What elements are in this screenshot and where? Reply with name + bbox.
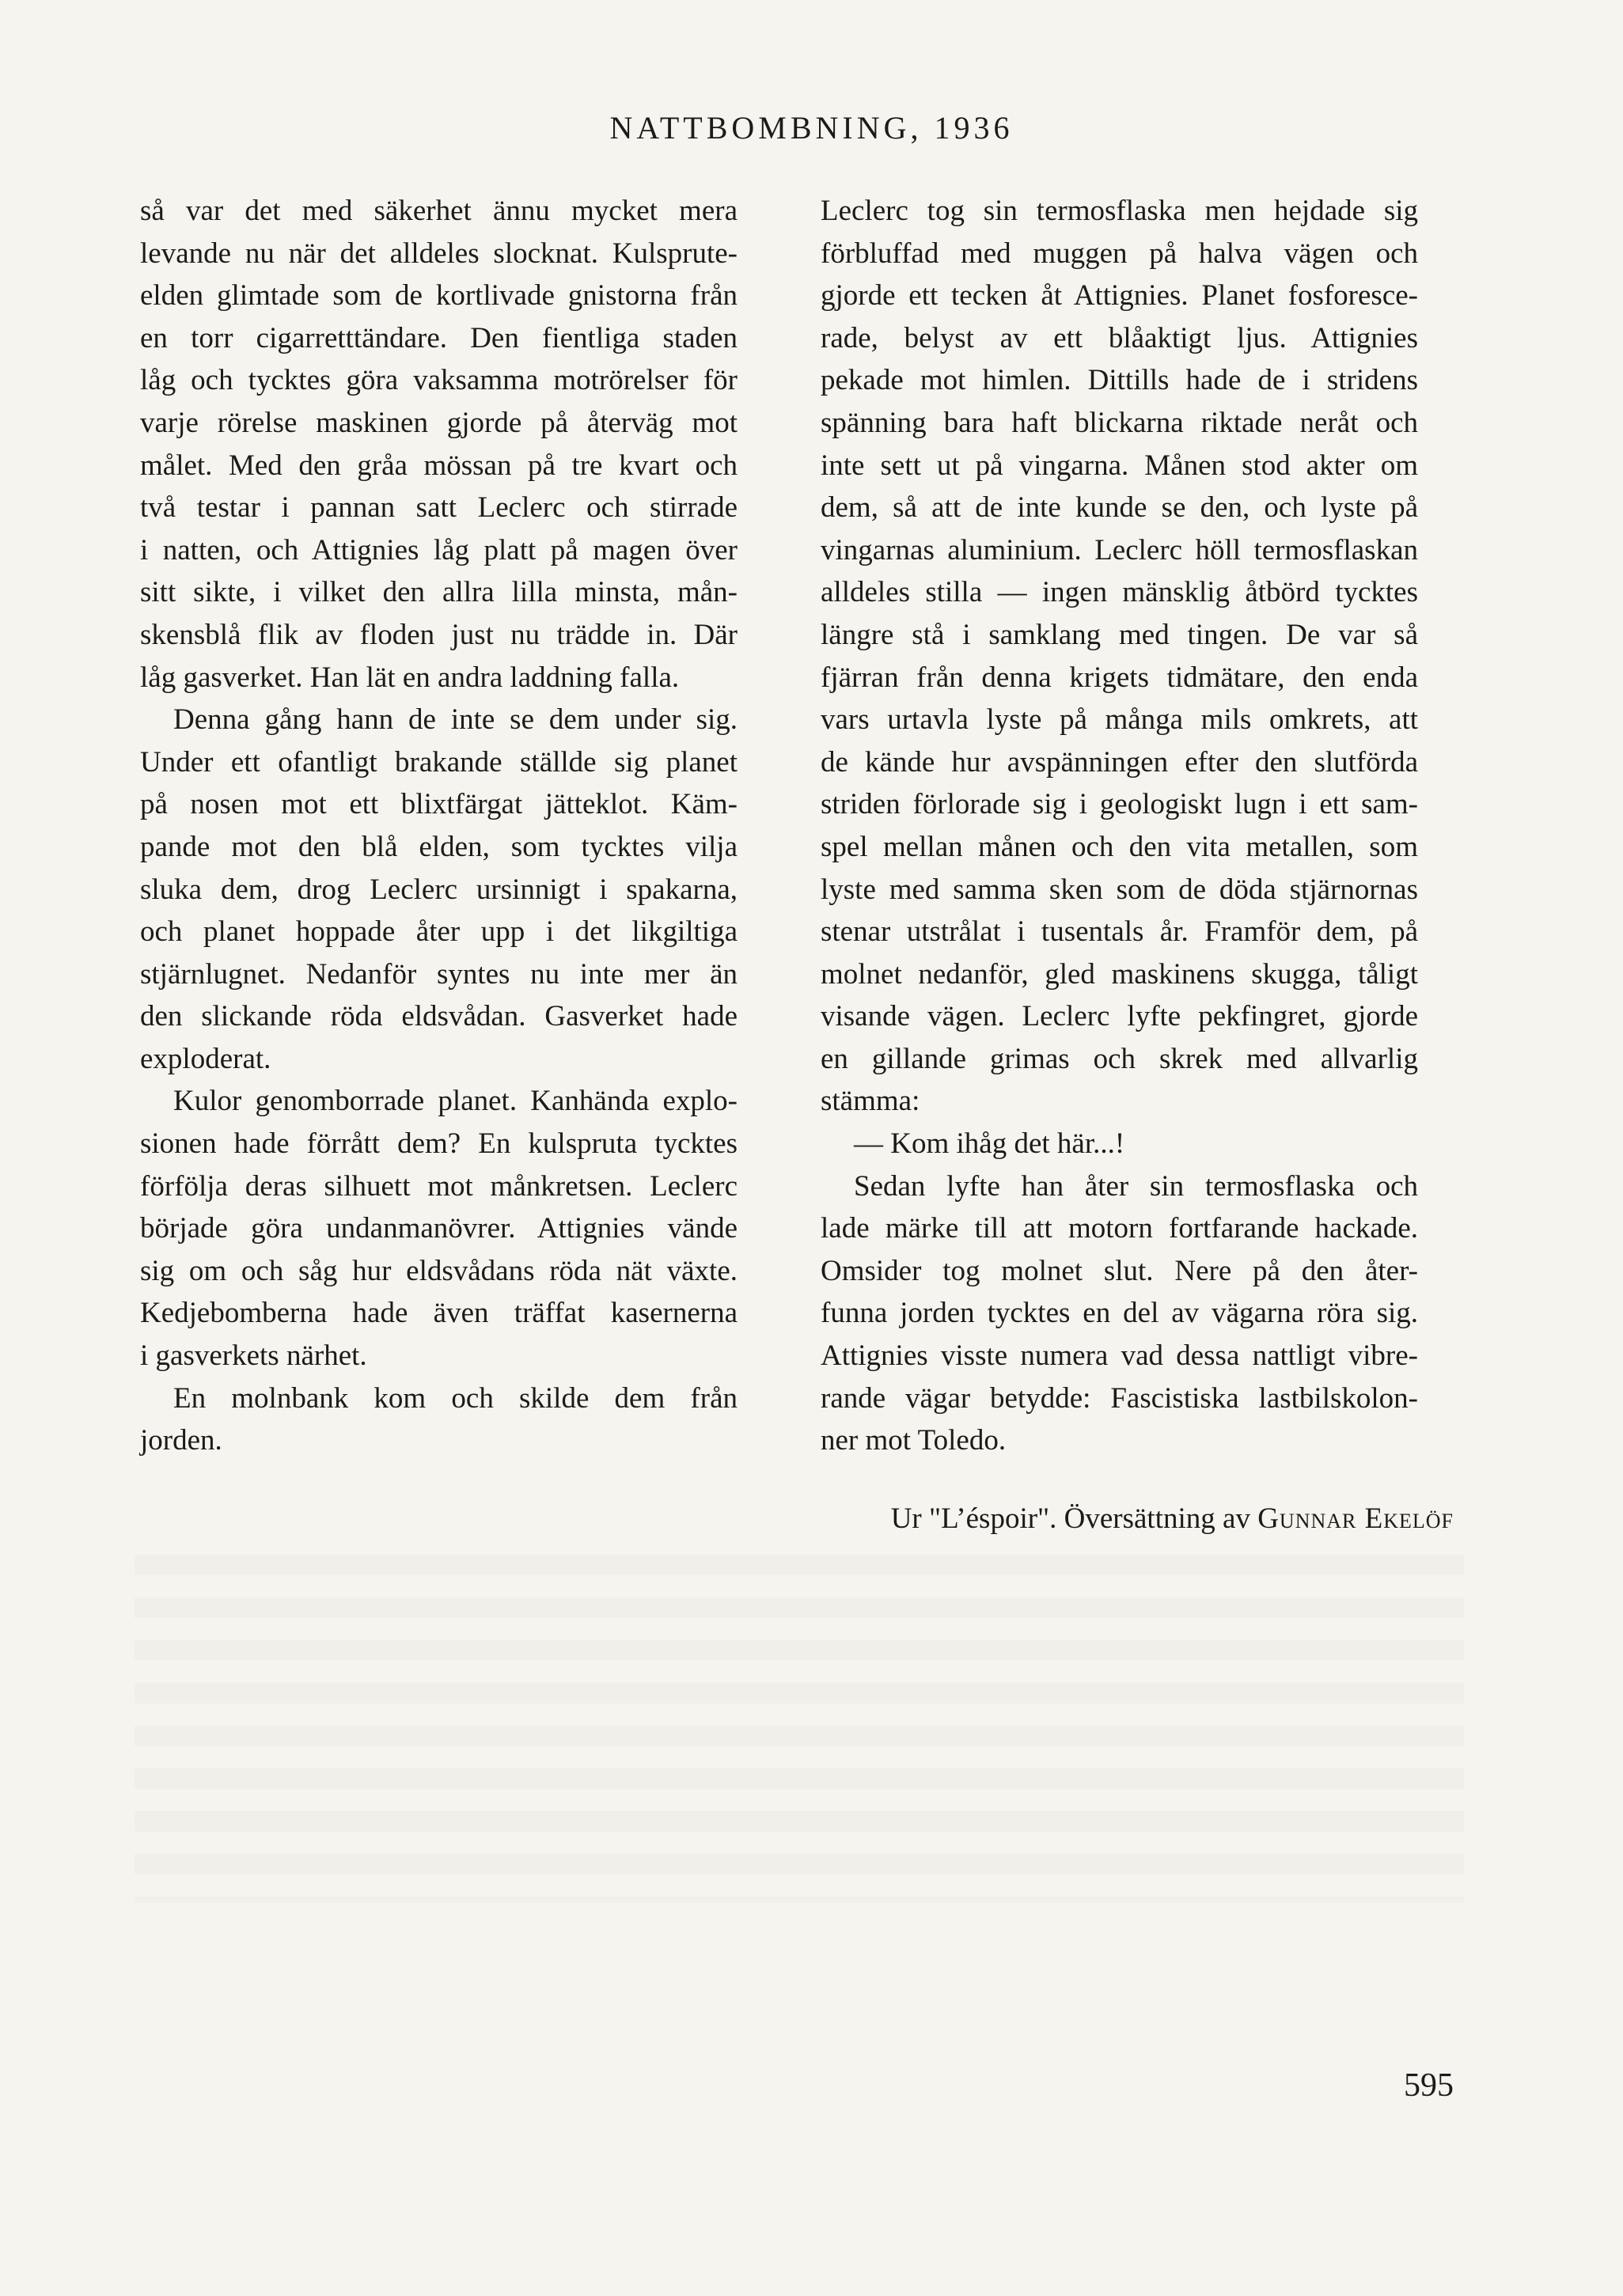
text-line: — Kom ihåg det här...!	[854, 1127, 1125, 1161]
text-line: vingarnas aluminium. Leclerc höll termosflaskan	[821, 533, 1418, 566]
text-line: och planet hoppade åter upp i det likgiltiga	[140, 915, 738, 949]
text-line: i gasverkets närhet.	[140, 1339, 367, 1373]
text-line: Leclerc tog sin termosflaska men hejdade sig	[821, 195, 1418, 227]
text-line: Sedan lyfte han åter sin termosflaska och	[854, 1169, 1418, 1203]
text-line: började göra undanmanövrer. Attignies vände	[140, 1212, 738, 1245]
text-line: stämma:	[821, 1085, 920, 1118]
page-number: 595	[1404, 2067, 1454, 2104]
text-line: låg gasverket. Han lät en andra laddning falla.	[140, 661, 680, 694]
text-line: förfölja deras silhuett mot månkretsen. Leclerc	[140, 1169, 738, 1203]
text-line: visande vägen. Leclerc lyfte pekfingret, gjorde	[821, 1000, 1418, 1033]
text-line: två testar i pannan satt Leclerc och stirrade	[140, 491, 738, 525]
text-line: pekade mot himlen. Dittills hade de i stridens	[821, 364, 1418, 397]
text-line: en torr cigarretttändare. Den fientliga staden	[140, 321, 738, 354]
paragraph	[140, 699, 738, 1080]
text-line: skensblå flik av floden just nu trädde in. Där	[140, 618, 738, 651]
text-line: jorden.	[140, 1424, 222, 1457]
paragraph	[140, 1377, 738, 1462]
text-line: sluka dem, drog Leclerc ursinnigt i spakarna,	[140, 873, 738, 906]
text-line: alldeles stilla — ingen mänsklig åtbörd tycktes	[821, 576, 1418, 609]
text-line: Attignies visste numera vad dessa nattligt vibre-	[821, 1339, 1418, 1373]
text-line: levande nu när det alldeles slocknat. Kulsprute-	[140, 237, 738, 270]
text-line: gjorde ett tecken åt Attignies. Planet fosforesce-	[821, 279, 1418, 313]
paragraph	[821, 1123, 1418, 1165]
paragraph	[821, 190, 1418, 1123]
text-line: spel mellan månen och den vita metallen, som	[821, 830, 1418, 863]
text-line: Under ett ofantligt brakande ställde sig planet	[140, 745, 738, 779]
right-column	[821, 190, 1418, 1462]
text-line: låg och tycktes göra vaksamma motrörelser för	[140, 364, 738, 397]
source-prefix: Ur "L’éspoir". Översättning av	[890, 1502, 1258, 1535]
text-line: rande vägar betydde: Fascistiska lastbilskolon-	[821, 1381, 1418, 1415]
text-line: förbluffad med muggen på halva vägen och	[821, 237, 1418, 270]
text-line: dem, så att de inte kunde se den, och lyste på	[821, 491, 1418, 525]
text-line: en gillande grimas och skrek med allvarlig	[821, 1042, 1418, 1075]
text-line: i natten, och Attignies låg platt på magen över	[140, 533, 738, 566]
text-line: En molnbank kom och skilde dem från	[173, 1381, 738, 1415]
text-line: inte sett ut på vingarna. Månen stod akter om	[821, 449, 1418, 482]
text-line: stjärnlugnet. Nedanför syntes nu inte mer än	[140, 957, 738, 991]
text-line: så var det med säkerhet ännu mycket mera	[140, 195, 738, 227]
text-line: funna jorden tycktes en del av vägarna röra sig.	[821, 1297, 1418, 1330]
text-line: målet. Med den gråa mössan på tre kvart och	[140, 449, 738, 482]
text-line: Denna gång hann de inte se dem under sig.	[173, 703, 738, 737]
text-line: vars urtavla lyste på många mils omkrets, att	[821, 703, 1418, 737]
text-line: pande mot den blå elden, som tycktes vilja	[140, 830, 738, 863]
text-line: molnet nedanför, gled maskinens skugga, tåligt	[821, 957, 1418, 991]
text-line: ner mot Toledo.	[821, 1424, 1007, 1457]
show-through-texture	[135, 1555, 1464, 1903]
text-line: sitt sikte, i vilket den allra lilla minsta, mån-	[140, 576, 738, 609]
text-line: sionen hade förrått dem? En kulspruta tycktes	[140, 1127, 738, 1161]
text-line: den slickande röda eldsvådan. Gasverket hade	[140, 1000, 738, 1033]
text-line: spänning bara haft blickarna riktade neråt och	[821, 406, 1418, 439]
left-column	[140, 190, 738, 1462]
text-line: längre stå i samklang med tingen. De var så	[821, 618, 1418, 651]
paragraph	[140, 190, 738, 699]
running-head: NATTBOMBNING, 1936	[609, 110, 1014, 146]
text-line: Kulor genomborrade planet. Kanhända explo-	[173, 1085, 738, 1118]
text-line: rade, belyst av ett blåaktigt ljus. Attignies	[821, 321, 1418, 354]
text-line: lade märke till att motorn fortfarande hackade.	[821, 1212, 1418, 1245]
translator-name: Gunnar Ekelöf	[1257, 1502, 1454, 1535]
paragraph	[821, 1165, 1418, 1462]
text-line: sig om och såg hur eldsvådans röda nät växte.	[140, 1254, 738, 1287]
text-line: varje rörelse maskinen gjorde på återväg mot	[140, 406, 738, 439]
text-line: striden förlorade sig i geologiskt lugn i ett sam-	[821, 788, 1418, 821]
source-credit	[779, 1502, 1454, 1536]
text-line: Omsider tog molnet slut. Nere på den åter-	[821, 1254, 1418, 1287]
text-line: lyste med samma sken som de döda stjärnornas	[821, 873, 1418, 906]
text-line: stenar utstrålat i tusentals år. Framför dem, på	[821, 915, 1418, 949]
text-line: Kedjebomberna hade även träffat kasernerna	[140, 1297, 738, 1330]
text-line: elden glimtade som de kortlivade gnistorna från	[140, 279, 738, 313]
paragraph	[140, 1080, 738, 1377]
text-line: de kände hur avspänningen efter den slutförda	[821, 745, 1418, 779]
text-line: exploderat.	[140, 1042, 271, 1075]
text-line: på nosen mot ett blixtfärgat jätteklot. Käm-	[140, 788, 738, 821]
text-line: fjärran från denna krigets tidmätare, den enda	[821, 661, 1418, 694]
